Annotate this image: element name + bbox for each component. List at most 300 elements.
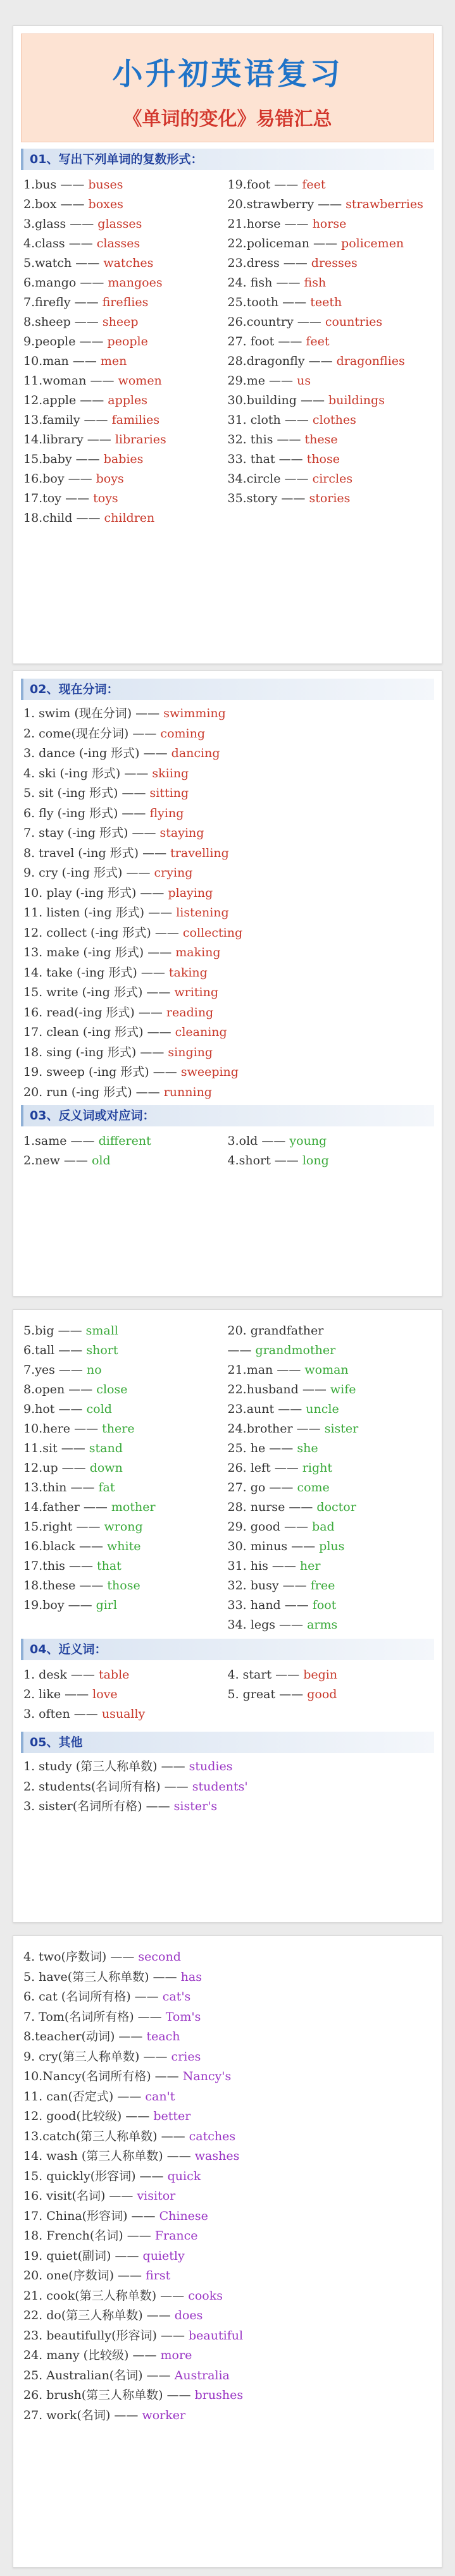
word-prompt: 8.sheep —— xyxy=(23,315,99,329)
word-prompt: 14.father —— xyxy=(23,1500,108,1514)
list-item xyxy=(23,2366,432,2386)
word-answer: playing xyxy=(168,885,213,900)
word-prompt: 18. sing (-ing 形式) —— xyxy=(23,1045,165,1059)
page-2 xyxy=(13,670,442,1297)
list-item xyxy=(228,1151,432,1171)
plural-left-column xyxy=(23,175,228,528)
word-answer: circles xyxy=(312,472,353,486)
list-item xyxy=(23,943,432,963)
word-prompt: 15. quickly(形容词) —— xyxy=(23,2169,164,2183)
word-prompt: 14.library —— xyxy=(23,433,111,447)
word-prompt: 11. can(否定式) —— xyxy=(23,2089,142,2104)
word-answer: dancing xyxy=(171,746,220,760)
word-answer: short xyxy=(86,1343,118,1357)
word-answer: sister's xyxy=(173,1799,218,1813)
word-prompt: 8. travel (-ing 形式) —— xyxy=(23,846,167,860)
word-answer: different xyxy=(98,1134,151,1148)
list-item xyxy=(23,1665,228,1685)
word-prompt: 2.new —— xyxy=(23,1154,88,1168)
list-item xyxy=(23,923,432,944)
synonym-grid xyxy=(23,1665,432,1724)
word-prompt: 12. collect (-ing 形式) —— xyxy=(23,925,179,940)
word-answer: free xyxy=(310,1579,335,1593)
list-item xyxy=(23,2186,432,2207)
page-3 xyxy=(13,1309,442,1923)
word-answer: boys xyxy=(96,472,124,486)
section-heading-plural: 01、写出下列单词的复数形式： xyxy=(21,149,434,170)
word-prompt: 20.strawberry —— xyxy=(227,197,342,211)
word-prompt: 18. French(名词) —— xyxy=(23,2229,151,2243)
list-item xyxy=(23,2406,432,2426)
word-answer: usually xyxy=(101,1707,146,1721)
word-answer: France xyxy=(154,2229,198,2243)
list-item xyxy=(228,1478,432,1498)
list-item xyxy=(23,2147,432,2167)
word-prompt: 3.old —— xyxy=(227,1134,286,1148)
word-prompt: 9. cry(第三人称单数) —— xyxy=(23,2049,168,2064)
list-item xyxy=(23,1517,228,1537)
word-prompt: 18.these —— xyxy=(23,1579,104,1593)
word-prompt: 35.story —— xyxy=(227,491,306,505)
word-answer: libraries xyxy=(115,433,166,447)
word-answer: quick xyxy=(167,2169,201,2183)
word-answer: has xyxy=(180,1969,202,1984)
word-prompt: 3. sister(名词所有格) —— xyxy=(23,1799,170,1813)
list-item xyxy=(228,1341,432,1360)
word-prompt: 33. hand —— xyxy=(227,1598,309,1612)
word-answer: classes xyxy=(96,237,140,250)
plural-right-column xyxy=(228,175,432,528)
list-item xyxy=(23,273,228,293)
word-prompt: 16.black —— xyxy=(23,1539,103,1553)
list-item xyxy=(23,724,432,744)
list-item xyxy=(23,2226,432,2246)
word-answer: that xyxy=(97,1559,122,1573)
list-item xyxy=(228,273,432,293)
word-prompt: 25.tooth —— xyxy=(227,295,307,309)
list-item xyxy=(23,1797,432,1817)
word-answer: cleaning xyxy=(175,1025,227,1039)
word-answer: taking xyxy=(168,965,208,980)
list-item xyxy=(23,195,228,214)
list-item xyxy=(23,1576,228,1596)
word-answer: quietly xyxy=(142,2248,185,2263)
word-prompt: 24. fish —— xyxy=(227,276,301,290)
word-prompt: 8.open —— xyxy=(23,1383,93,1396)
list-item xyxy=(228,371,432,391)
list-item xyxy=(23,963,432,983)
word-answer: stories xyxy=(309,491,351,505)
title-banner xyxy=(21,34,434,142)
word-answer: young xyxy=(289,1134,327,1148)
word-answer: table xyxy=(98,1668,130,1682)
word-prompt: 10.Nancy(名词所有格) —— xyxy=(23,2069,179,2083)
word-prompt: 4. two(序数词) —— xyxy=(23,1950,135,1964)
list-item xyxy=(228,1556,432,1576)
word-prompt: 23. beautifully(形容词) —— xyxy=(23,2328,185,2343)
word-prompt: 7.firefly —— xyxy=(23,295,99,309)
word-answer: uncle xyxy=(306,1402,339,1416)
list-item xyxy=(23,2067,432,2087)
list-item xyxy=(228,391,432,410)
word-prompt: 33. that —— xyxy=(227,452,303,466)
word-answer: mother xyxy=(111,1500,156,1514)
word-prompt: 6. fly (-ing 形式) —— xyxy=(23,806,146,820)
word-answer: Tom's xyxy=(165,2009,201,2024)
word-prompt: 5. great —— xyxy=(227,1687,304,1701)
word-prompt: 3. often —— xyxy=(23,1707,98,1721)
list-item xyxy=(23,371,228,391)
word-answer: countries xyxy=(325,315,383,329)
list-item xyxy=(228,410,432,430)
list-item xyxy=(228,332,432,352)
word-answer: close xyxy=(96,1383,128,1396)
list-item xyxy=(23,903,432,923)
word-prompt: 19. quiet(副词) —— xyxy=(23,2248,139,2263)
word-answer: those xyxy=(306,452,340,466)
word-prompt: 12.apple —— xyxy=(23,393,104,407)
word-prompt: 5. sit (-ing 形式) —— xyxy=(23,786,146,800)
word-answer: plus xyxy=(319,1539,345,1553)
list-item xyxy=(23,983,432,1003)
list-item xyxy=(23,1777,432,1797)
word-prompt: 21. cook(第三人称单数) —— xyxy=(23,2288,185,2303)
word-answer: cooks xyxy=(188,2288,223,2303)
list-item xyxy=(228,1517,432,1537)
word-prompt: 2. come(现在分词) —— xyxy=(23,726,157,741)
word-prompt: 3.glass —— xyxy=(23,217,94,231)
word-answer: she xyxy=(297,1441,318,1455)
word-prompt: 6. cat (名词所有格) —— xyxy=(23,1990,159,2004)
list-item xyxy=(23,2007,432,2028)
word-prompt: 25. he —— xyxy=(227,1441,294,1455)
list-item xyxy=(23,704,432,724)
word-answer: dragonflies xyxy=(336,354,405,368)
word-answer: can't xyxy=(145,2089,175,2104)
page-1 xyxy=(13,25,442,664)
word-prompt: 4.short —— xyxy=(227,1154,299,1168)
word-answer: Chinese xyxy=(159,2209,208,2223)
word-prompt: 2. like —— xyxy=(23,1687,89,1701)
synonym-left-column xyxy=(23,1665,228,1724)
word-prompt: 19.foot —— xyxy=(227,178,299,192)
word-answer: wrong xyxy=(104,1520,143,1534)
list-item xyxy=(228,293,432,312)
list-item xyxy=(23,1987,432,2007)
list-item xyxy=(23,1043,432,1063)
list-item xyxy=(23,2127,432,2147)
word-answer: coming xyxy=(160,726,205,741)
page-4 xyxy=(13,1935,442,2568)
section-heading-antonym: 03、反义词或对应词： xyxy=(21,1105,434,1126)
word-prompt: 6.mango —— xyxy=(23,276,104,290)
list-item xyxy=(23,214,228,234)
word-answer: cat's xyxy=(162,1990,191,2004)
word-prompt: 7. Tom(名词所有格) —— xyxy=(23,2009,162,2024)
list-item xyxy=(228,1380,432,1400)
list-item xyxy=(23,823,432,844)
word-answer: second xyxy=(138,1950,181,1964)
section-heading-ing: 02、现在分词： xyxy=(21,679,434,700)
word-prompt: 26. brush(第三人称单数) —— xyxy=(23,2388,191,2402)
word-prompt: 2.box —— xyxy=(23,197,85,211)
list-item xyxy=(23,1498,228,1517)
word-prompt: 13. make (-ing 形式) —— xyxy=(23,946,172,959)
word-answer: people xyxy=(107,335,148,348)
list-item xyxy=(23,1023,432,1043)
word-prompt: 18.child —— xyxy=(23,511,101,525)
word-prompt: 34.circle —— xyxy=(227,472,309,486)
word-answer: fireflies xyxy=(102,295,149,309)
list-item xyxy=(23,469,228,489)
list-item xyxy=(23,764,432,784)
other-list-b xyxy=(23,1947,432,2425)
list-item xyxy=(23,293,228,312)
word-prompt: 27. work(名词) —— xyxy=(23,2408,139,2422)
word-answer: mangoes xyxy=(108,276,163,290)
word-answer: there xyxy=(102,1422,135,1436)
word-prompt: 11. listen (-ing 形式) —— xyxy=(23,906,173,920)
word-prompt: 17.toy —— xyxy=(23,491,90,505)
word-prompt: 12.up —— xyxy=(23,1461,86,1475)
word-prompt: 31. his —— xyxy=(227,1559,296,1573)
list-item xyxy=(228,1498,432,1517)
word-answer: collecting xyxy=(182,925,243,940)
word-prompt: 13.family —— xyxy=(23,413,108,427)
word-prompt: 27. go —— xyxy=(227,1481,294,1494)
list-item xyxy=(228,1615,432,1635)
list-item xyxy=(23,2266,432,2286)
list-item xyxy=(23,2346,432,2366)
word-answer: cries xyxy=(171,2049,201,2064)
list-item xyxy=(23,2246,432,2267)
list-item xyxy=(23,450,228,469)
word-prompt: 4. ski (-ing 形式) —— xyxy=(23,766,149,780)
word-prompt: 22. do(第三人称单数) —— xyxy=(23,2308,171,2322)
word-answer: more xyxy=(160,2348,192,2362)
word-prompt: 3. dance (-ing 形式) —— xyxy=(23,746,168,760)
word-prompt: 16. visit(名词) —— xyxy=(23,2189,134,2203)
word-answer: making xyxy=(175,946,221,959)
antonym-a-left-column xyxy=(23,1131,228,1171)
word-prompt: 17.this —— xyxy=(23,1559,93,1573)
word-answer: swimming xyxy=(163,706,226,720)
word-prompt: 11.sit —— xyxy=(23,1441,85,1455)
word-prompt: 16. read(-ing 形式) —— xyxy=(23,1005,163,1020)
word-answer: listening xyxy=(176,906,229,920)
word-answer: bad xyxy=(312,1520,335,1534)
word-prompt: 10.man —— xyxy=(23,354,97,368)
list-item xyxy=(23,2306,432,2326)
word-prompt: 26. left —— xyxy=(227,1461,299,1475)
word-prompt: 20. one(序数词) —— xyxy=(23,2269,142,2283)
word-answer: catches xyxy=(189,2129,236,2143)
list-item xyxy=(23,1419,228,1439)
word-prompt: 2. students(名词所有格) —— xyxy=(23,1779,189,1794)
word-answer: horse xyxy=(312,217,347,231)
word-answer: children xyxy=(104,511,155,525)
list-item xyxy=(228,352,432,371)
word-prompt: 34. legs —— xyxy=(227,1618,304,1632)
word-prompt: 24. many (比较级) —— xyxy=(23,2348,157,2362)
antonym-grid-b xyxy=(23,1321,432,1635)
word-answer: wife xyxy=(330,1383,356,1396)
word-answer: woman xyxy=(304,1363,349,1377)
synonym-right-column xyxy=(228,1665,432,1724)
word-prompt: 1. study (第三人称单数) —— xyxy=(23,1759,185,1773)
list-item xyxy=(23,2326,432,2346)
list-item xyxy=(23,1341,228,1360)
list-item xyxy=(228,1458,432,1478)
word-answer: buildings xyxy=(328,393,385,407)
list-item xyxy=(228,1596,432,1615)
word-answer: fat xyxy=(98,1481,115,1494)
word-answer: strawberries xyxy=(346,197,423,211)
list-item xyxy=(228,1321,432,1341)
list-item xyxy=(23,1380,228,1400)
page-title: 小升初英语复习 xyxy=(112,56,343,92)
word-prompt: 32. busy —— xyxy=(227,1579,307,1593)
word-answer: teach xyxy=(146,2030,180,2043)
list-item xyxy=(23,1757,432,1777)
word-answer: girl xyxy=(96,1598,118,1612)
word-answer: women xyxy=(118,374,162,388)
word-answer: better xyxy=(153,2109,191,2123)
word-prompt: 10.here —— xyxy=(23,1422,99,1436)
antonym-grid-a xyxy=(23,1131,432,1171)
list-item xyxy=(228,469,432,489)
word-prompt: 32. this —— xyxy=(227,433,301,447)
word-answer: love xyxy=(92,1687,118,1701)
list-item xyxy=(23,2027,432,2047)
section-heading-synonym: 04、近义词： xyxy=(21,1639,434,1660)
word-answer: beautiful xyxy=(189,2328,244,2343)
word-answer: glasses xyxy=(97,217,142,231)
word-prompt: 15.right —— xyxy=(23,1520,101,1534)
list-item xyxy=(23,1439,228,1458)
word-prompt: 29. good —— xyxy=(227,1520,308,1534)
word-answer: buses xyxy=(88,178,123,192)
word-answer: long xyxy=(302,1154,329,1168)
page-subtitle: 《单词的变化》易错汇总 xyxy=(123,108,332,130)
antonym-b-left-column xyxy=(23,1321,228,1635)
list-item xyxy=(23,1704,228,1724)
word-prompt: 30. minus —— xyxy=(227,1539,316,1553)
list-item xyxy=(228,1360,432,1380)
list-item xyxy=(23,1360,228,1380)
list-item xyxy=(228,175,432,195)
other-list-a xyxy=(23,1757,432,1817)
word-answer: crying xyxy=(154,866,193,880)
word-prompt: 5. have(第三人称单数) —— xyxy=(23,1969,177,1984)
word-answer: teeth xyxy=(310,295,342,309)
word-prompt: 5.big —— xyxy=(23,1324,82,1338)
list-item xyxy=(23,863,432,884)
word-answer: sister xyxy=(324,1422,359,1436)
list-item xyxy=(23,1685,228,1704)
list-item xyxy=(23,784,432,804)
word-answer: studies xyxy=(189,1759,233,1773)
word-prompt: 28.dragonfly —— xyxy=(227,354,333,368)
word-answer: men xyxy=(100,354,127,368)
word-answer: sweeping xyxy=(180,1065,239,1079)
word-answer: Australia xyxy=(174,2368,230,2382)
word-prompt: 15. write (-ing 形式) —— xyxy=(23,985,171,999)
list-item xyxy=(228,1537,432,1556)
list-item xyxy=(228,214,432,234)
word-prompt: 26.country —— xyxy=(227,315,321,329)
word-answer: boxes xyxy=(88,197,123,211)
list-item xyxy=(228,254,432,273)
word-answer: writing xyxy=(174,985,218,999)
list-item xyxy=(228,430,432,450)
list-item xyxy=(23,844,432,864)
list-item xyxy=(23,1537,228,1556)
word-prompt: 9. cry (-ing 形式) —— xyxy=(23,866,151,880)
word-answer: sitting xyxy=(149,786,189,800)
word-answer: small xyxy=(85,1324,118,1338)
word-answer: begin xyxy=(303,1668,338,1682)
list-item xyxy=(23,332,228,352)
word-prompt: 19.boy —— xyxy=(23,1598,92,1612)
word-answer: those xyxy=(107,1579,140,1593)
word-prompt: 4. start —— xyxy=(227,1668,300,1682)
list-item xyxy=(23,2087,432,2107)
list-item xyxy=(23,1063,432,1083)
word-answer: staying xyxy=(159,826,204,840)
word-answer: sheep xyxy=(102,315,139,329)
word-answer: dresses xyxy=(311,256,358,270)
list-item xyxy=(228,1685,432,1704)
word-answer: policemen xyxy=(341,237,404,250)
word-prompt: 4.class —— xyxy=(23,237,93,250)
word-prompt: 19. sweep (-ing 形式) —— xyxy=(23,1065,177,1079)
list-item xyxy=(23,2167,432,2187)
word-answer: travelling xyxy=(170,846,229,860)
word-answer: right xyxy=(302,1461,333,1475)
word-prompt: 20. run (-ing 形式) —— xyxy=(23,1085,160,1099)
word-prompt: 22.policeman —— xyxy=(227,237,337,250)
word-answer: good xyxy=(307,1687,337,1701)
word-answer: these xyxy=(304,433,338,447)
list-item xyxy=(228,1131,432,1151)
word-prompt: 22.husband —— xyxy=(227,1383,327,1396)
word-answer: foot xyxy=(312,1598,337,1612)
list-item xyxy=(23,884,432,904)
word-answer: arms xyxy=(307,1618,338,1632)
word-prompt: 16.boy —— xyxy=(23,472,92,486)
word-answer: does xyxy=(174,2308,203,2322)
word-prompt: 23.dress —— xyxy=(227,256,308,270)
word-prompt: 9.people —— xyxy=(23,335,104,348)
list-item xyxy=(23,1458,228,1478)
list-item xyxy=(228,1439,432,1458)
list-item xyxy=(23,1131,228,1151)
list-item xyxy=(23,2107,432,2127)
ing-list xyxy=(23,704,432,1102)
list-item xyxy=(23,489,228,508)
word-answer: cold xyxy=(86,1402,112,1416)
list-item xyxy=(228,1400,432,1419)
list-item xyxy=(228,234,432,254)
word-prompt: 12. good(比较级) —— xyxy=(23,2109,150,2123)
word-prompt: 27. foot —— xyxy=(227,335,302,348)
word-answer: flying xyxy=(149,806,184,820)
list-item xyxy=(23,2207,432,2227)
word-prompt: 28. nurse —— xyxy=(227,1500,313,1514)
word-prompt: 5.watch —— xyxy=(23,256,100,270)
list-item xyxy=(23,254,228,273)
